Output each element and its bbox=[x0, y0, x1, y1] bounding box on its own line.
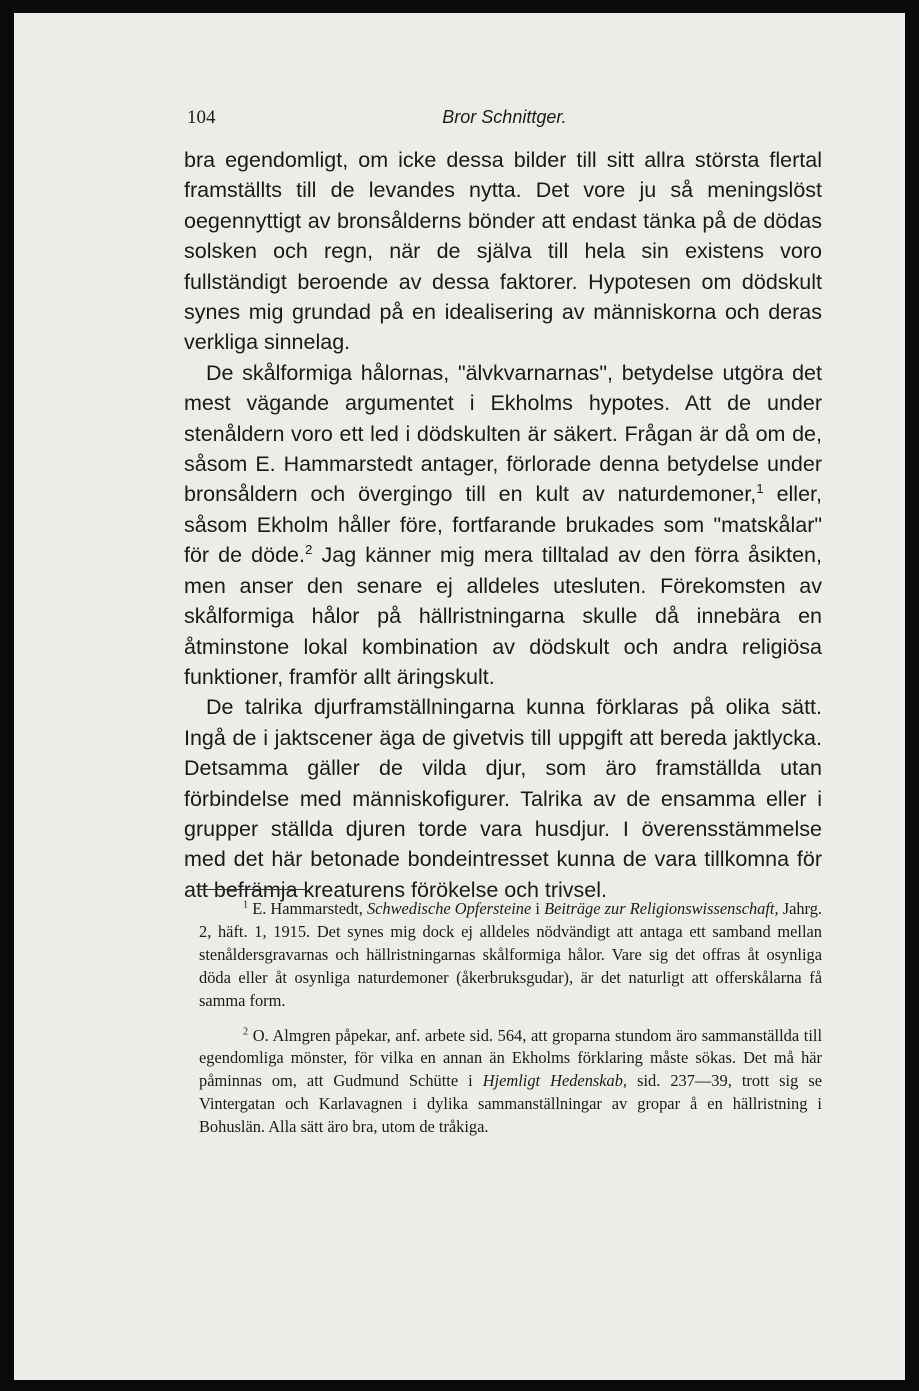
main-text bbox=[184, 145, 822, 905]
footnote-1-marker: 1 bbox=[243, 899, 249, 911]
footnote-1-text-b: i bbox=[531, 899, 545, 918]
page-number: 104 bbox=[187, 107, 216, 128]
paragraph-2 bbox=[184, 358, 822, 692]
footnotes bbox=[199, 898, 822, 1139]
footnote-2-text-b: sid. 237—39, trott sig se Vintergatan och Karlavagnen i dylika sammanställningar av gropar å en hällristning i Bohuslän. Alla sätt äro bra, utom de tråkiga. bbox=[199, 1071, 822, 1137]
paragraph-1: bra egendomligt, om icke dessa bilder till sitt allra största flertal framställts till de levandes nytta. Det vore ju så meningslöst oegennyttigt av bronsålderns bönder att endast tänka på de dödas solsken och regn, när de själva till hela sin existens voro fullständigt beroende av dessa faktorer. Hypotesen om dödskult synes mig grundad på en idealisering av människorna och deras verkliga sinnelag. bbox=[184, 148, 822, 355]
footnote-1 bbox=[199, 898, 822, 1013]
footnote-1-text-a: E. Hammarstedt, bbox=[248, 899, 367, 918]
running-head: Bror Schnittger. bbox=[442, 107, 567, 127]
footnote-1-title-1: Schwedische Opfersteine bbox=[366, 899, 532, 918]
page-header bbox=[187, 107, 822, 137]
paragraph-2-part-a: De skålformiga hålornas, "älvkvarnarnas", betydelse utgöra det mest vägande argumentet i Ekholms hypotes. Att de under stenåldern voro ett led i dödskulten är säkert. Frågan är då om de, såsom E. Hammarstedt antager, förlorade denna betydelse under bronsåldern och övergingo till en kult av naturdemoner, bbox=[184, 360, 822, 507]
footnote-2 bbox=[199, 1025, 822, 1140]
paragraph-2-part-c: Jag känner mig mera tilltalad av den förra åsikten, men anser den senare ej alldeles utesluten. Förekomsten av skålformiga hålor på hällristningarna skulle då innebära en åtminstone lokal kombination av dödskult och andra religiösa funktioner, framför allt äringskult. bbox=[184, 543, 822, 689]
footnote-2-marker: 2 bbox=[243, 1026, 249, 1038]
paragraph-2-part-b: eller, såsom Ekholm håller före, fortfarande brukades som "matskålar" för de döde. bbox=[184, 482, 822, 568]
footnote-2-text-a: O. Almgren påpekar, anf. arbete sid. 564, att groparna stundom äro sammanställda till egendomliga mönster, för vilka en annan än Ekholms förklaring måste sökas. Det må här påminnas om, att Gudmund Schütte i bbox=[199, 1025, 822, 1091]
footnote-2-title: Hjemligt Hedenskab, bbox=[482, 1071, 628, 1091]
footnote-ref-1: 1 bbox=[756, 481, 764, 497]
footnote-1-text-c: Jahrg. 2, häft. 1, 1915. Det synes mig dock ej alldeles nödvändigt att antaga ett samband mellan stenåldersgravarnas och hällristningarnas skålformiga hålor. Vare sig det offras åt osynliga döda eller åt osynliga naturdemoner (åkerbruksgudar), är det naturligt att offerskålarna få samma form. bbox=[199, 899, 822, 1010]
footnote-1-title-2: Beiträge zur Religionswissenschaft, bbox=[544, 899, 779, 918]
footnote-divider bbox=[199, 889, 307, 890]
footnote-ref-2: 2 bbox=[304, 542, 313, 558]
paragraph-3: De talrika djurframställningarna kunna förklaras på olika sätt. Ingå de i jaktscener äga de givetvis till uppgift att bereda jaktlycka. Detsamma gäller de vilda djur, som äro framställda utan förbindelse med människofigurer. Talrika av de ensamma eller i grupper ställda djuren torde vara husdjur. I överensstämmelse med det här betonade bondeintresset kunna de vara tillkomna för att befrämja kreaturens förökelse och trivsel. bbox=[184, 695, 822, 902]
